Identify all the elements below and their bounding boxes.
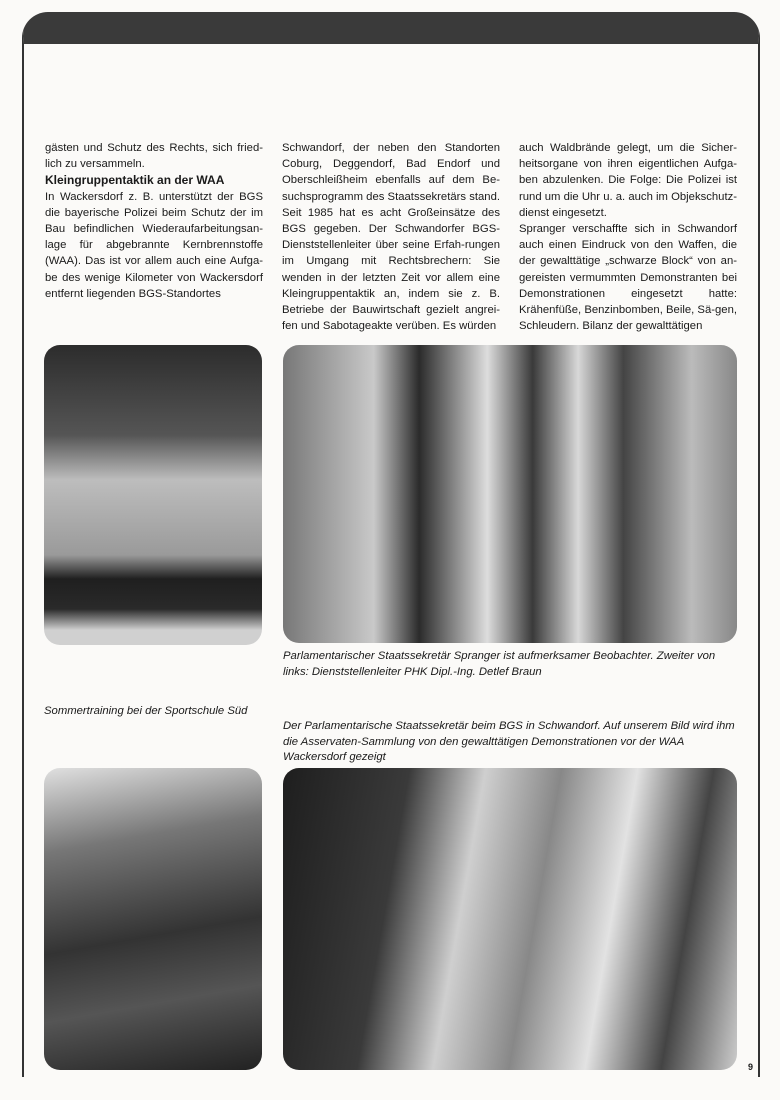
column-1-intro: gästen und Schutz des Rechts, sich fried-lich zu versammeln. <box>45 142 263 171</box>
photo-spranger-observer <box>283 345 737 643</box>
section-heading: Kleingruppentaktik an der WAA <box>45 173 225 188</box>
text-column-2 <box>282 140 500 334</box>
column-1-body: In Wackersdorf z. B. unterstützt der BGS die bayerische Polizei beim Schutz der im Bau befindlichen Wiederaufarbeitungsan-lage für abgebrannte Kernbrennstoffe (WAA). Das ist vor allem auch eine Aufga-be des wenige Kilometer von Wackersdorf entfernt liegenden BGS-Standortes <box>45 190 263 300</box>
photo-officials-group <box>44 768 262 1070</box>
text-column-3 <box>519 140 737 334</box>
photo-evidence-collection <box>283 768 737 1070</box>
column-3-paragraph-2: Spranger verschaffte sich in Schwandorf auch einen Eindruck von den Waffen, die der gewalttätige „schwarze Block“ von an-gereisten vermummten Demonstranten bei Demonstrationen eingesetzt hatte: Krähenfüße, Benzinbomben, Beile, Sä-gen, Schleudern. Bilanz der gewalttätigen <box>519 223 737 333</box>
photo-sports-training <box>44 345 262 645</box>
caption-asservaten: Der Parlamentarische Staatssekretär beim BGS in Schwandorf. Auf unserem Bild wird ihm die Asservaten-Sammlung von den gewalttätigen Demonstrationen vor der WAA Wackersdorf gezeigt <box>283 720 735 763</box>
text-column-1 <box>45 140 263 302</box>
caption-sport: Sommertraining bei der Sportschule Süd <box>44 705 248 717</box>
caption-spranger: Parlamentarischer Staatssekretär Spranger ist aufmerksamer Beobachter. Zweiter von links: Dienststellenleiter PHK Dipl.-Ing. Detlef Braun <box>283 650 716 678</box>
column-2-body: Schwandorf, der neben den Standorten Coburg, Deggendorf, Bad Endorf und Oberschleißheim ebenfalls auf dem Be-suchsprogramm des Staatssekretärs stand. Seit 1985 hat es acht Großeinsätze des BGS gegeben. Der Schwandorfer BGS-Dienststellenleiter über seine Erfah-rungen im Umgang mit Rechtsbrechern: Sie wenden in der letzten Zeit vor allem eine Kleingruppentaktik an, indem sie z. B. Betriebe der Bauwirtschaft gezielt angrei-fen und Sabotageakte verüben. Es würden <box>282 142 500 333</box>
column-3-paragraph-1: auch Waldbrände gelegt, um die Sicher-heitsorgane von ihren eigentlichen Aufga-ben abzulenken. Die Folge: Die Polizei ist rund um die Uhr u. a. auch im Objekschutz-dienst eingesetzt. <box>519 142 737 219</box>
page-number: 9 <box>748 1062 754 1072</box>
